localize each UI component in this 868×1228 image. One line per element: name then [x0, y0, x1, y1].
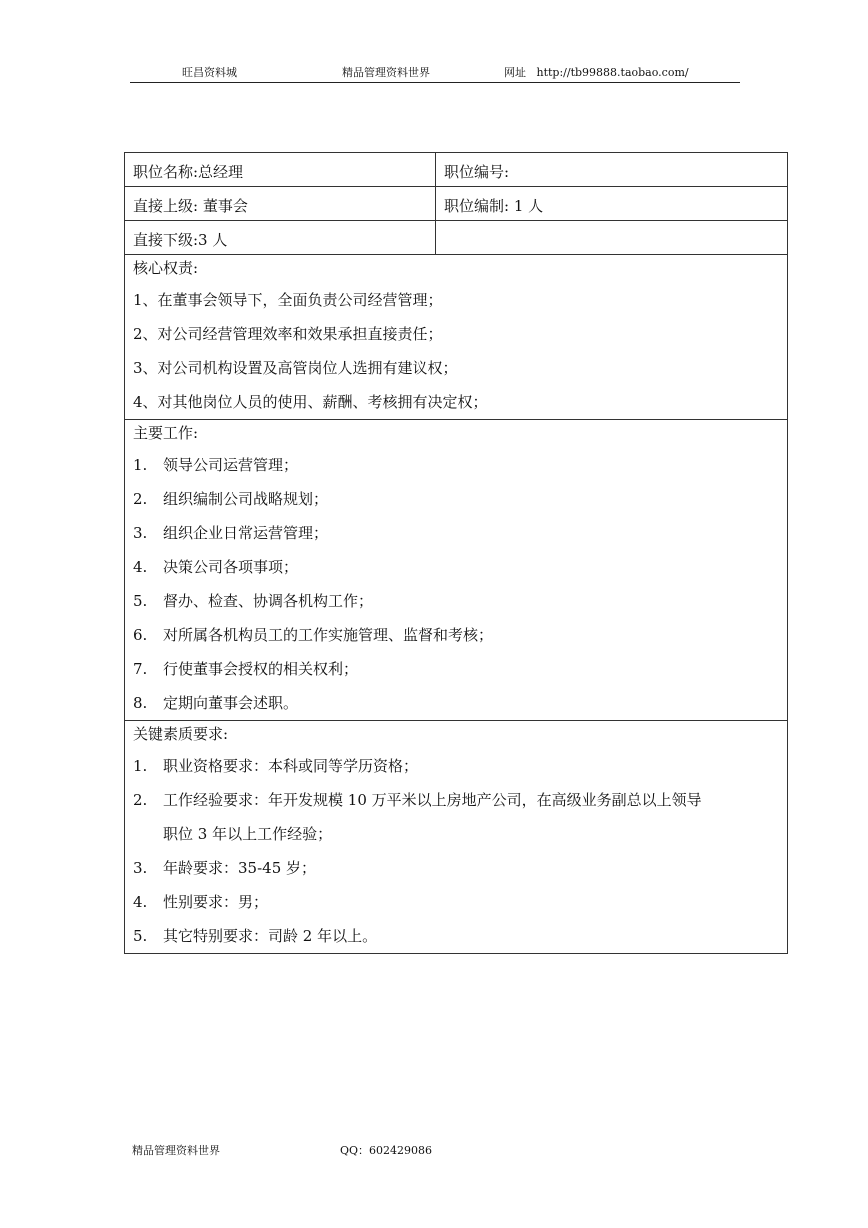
direct-superior: 直接上级: 董事会	[133, 197, 248, 215]
list-item: 5. 其它特别要求：司龄 2 年以上。	[133, 927, 378, 945]
list-item: 1. 领导公司运营管理；	[133, 456, 299, 474]
table-row	[125, 420, 788, 721]
list-item: 2. 工作经验要求：年开发规模 10 万平米以上房地产公司，在高级业务副总以上领导	[133, 791, 702, 809]
page-header	[130, 62, 740, 83]
header-tagline: 精品管理资料世界	[342, 66, 430, 79]
subordinates-cell	[125, 221, 436, 255]
list-item: 4、对其他岗位人员的使用、薪酬、考核拥有决定权；	[133, 393, 488, 411]
core-responsibilities-title: 核心权责:	[133, 259, 199, 277]
list-item: 6. 对所属各机构员工的工作实施管理、监督和考核；	[133, 626, 494, 644]
main-duties-title: 主要工作:	[133, 424, 199, 442]
key-qualities-section	[125, 721, 788, 954]
job-description-table	[124, 152, 788, 954]
key-qualities-title: 关键素质要求:	[133, 725, 229, 743]
position-name-cell	[125, 153, 436, 187]
empty-cell	[436, 221, 788, 255]
main-duties-section	[125, 420, 788, 721]
list-item: 1、在董事会领导下，全面负责公司经营管理；	[133, 291, 443, 309]
list-item: 2. 组织编制公司战略规划；	[133, 490, 329, 508]
list-item: 3. 年龄要求：35-45 岁；	[133, 859, 317, 877]
header-site-name: 旺昌资料城	[182, 66, 237, 79]
header-url-label: 网址	[504, 66, 526, 79]
table-row	[125, 721, 788, 954]
direct-subordinates: 直接下级:3 人	[133, 231, 228, 249]
position-no: 职位编号:	[444, 163, 510, 181]
header-url-group	[504, 64, 689, 80]
list-item: 4. 决策公司各项事项；	[133, 558, 299, 576]
list-item: 2、对公司经营管理效率和效果承担直接责任；	[133, 325, 443, 343]
superior-cell	[125, 187, 436, 221]
list-item: 1. 职业资格要求：本科或同等学历资格；	[133, 757, 419, 775]
table-row	[125, 255, 788, 420]
footer-tagline: 精品管理资料世界	[132, 1144, 220, 1157]
table-row	[125, 153, 788, 187]
header-url-link[interactable]: http://tb99888.taobao.com/	[536, 66, 689, 79]
list-item-continuation: 职位 3 年以上工作经验；	[163, 825, 333, 843]
list-item: 3、对公司机构设置及高管岗位人选拥有建议权；	[133, 359, 458, 377]
position-no-cell	[436, 153, 788, 187]
list-item: 5. 督办、检查、协调各机构工作；	[133, 592, 374, 610]
list-item: 8. 定期向董事会述职。	[133, 694, 299, 712]
list-item: 3. 组织企业日常运营管理；	[133, 524, 329, 542]
position-headcount: 职位编制: 1 人	[444, 197, 544, 215]
table-row	[125, 221, 788, 255]
list-item: 7. 行使董事会授权的相关权利；	[133, 660, 359, 678]
core-responsibilities-section	[125, 255, 788, 420]
footer-qq: QQ：602429086	[340, 1144, 433, 1157]
table-row	[125, 187, 788, 221]
list-item: 4. 性别要求：男；	[133, 893, 269, 911]
position-name: 职位名称:总经理	[133, 163, 244, 181]
headcount-cell	[436, 187, 788, 221]
